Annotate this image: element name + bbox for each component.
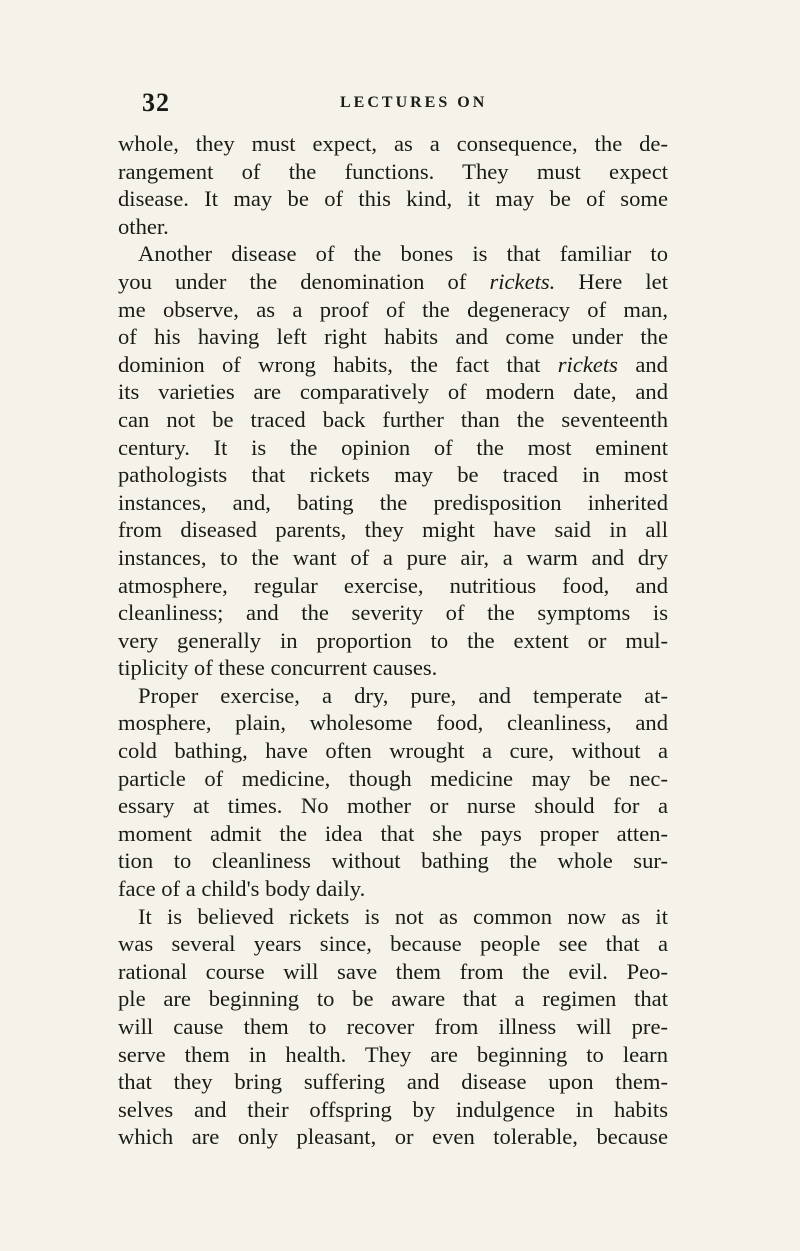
page-number: 32 (142, 88, 170, 117)
text-line: whole, they must expect, as a consequence, the de- (118, 131, 668, 156)
text-line: other. (118, 213, 169, 239)
text-line: selves and their offspring by indulgence in habits (118, 1096, 668, 1122)
text-line: mosphere, plain, wholesome food, cleanliness, and (118, 710, 668, 736)
text-line (118, 268, 668, 296)
running-title: LECTURES ON (340, 94, 488, 111)
text-run: Here let (555, 268, 668, 294)
text-run: dominion of wrong habits, the fact that (118, 351, 558, 377)
text-line: was several years since, because people see that a (118, 931, 668, 957)
text-line: tiplicity of these concurrent causes. (118, 655, 438, 681)
text-line: Proper exercise, a dry, pure, and temperate at- (138, 682, 668, 708)
text-line: which are only pleasant, or even tolerable, because (118, 1124, 668, 1150)
text-line: century. It is the opinion of the most eminent (118, 434, 668, 460)
text-line: disease. It may be of this kind, it may be of some (118, 186, 668, 212)
text-line: atmosphere, regular exercise, nutritious food, and (118, 572, 668, 598)
text-line: moment admit the idea that she pays proper atten- (118, 820, 668, 846)
text-run: and (617, 351, 668, 377)
text-line: face of a child's body daily. (118, 876, 366, 902)
text-line: serve them in health. They are beginning to learn (118, 1041, 668, 1067)
text-line: cleanliness; and the severity of the symptoms is (118, 600, 668, 626)
text-line: of his having left right habits and come under the (118, 324, 668, 350)
text-line: essary at times. No mother or nurse should for a (118, 793, 668, 819)
text-run: you under the denomination of (118, 268, 490, 294)
text-line: It is believed rickets is not as common now as it (138, 903, 668, 929)
text-line: instances, to the want of a pure air, a warm and dry (118, 544, 668, 570)
italic-term: rickets (557, 351, 618, 377)
text-line: its varieties are comparatively of modern date, and (118, 379, 668, 405)
text-line: from diseased parents, they might have said in all (118, 517, 668, 543)
text-line: will cause them to recover from illness will pre- (118, 1014, 668, 1039)
text-line: can not be traced back further than the seventeenth (118, 406, 668, 432)
text-line: Another disease of the bones is that familiar to (138, 241, 668, 267)
text-line (118, 351, 668, 379)
italic-term: rickets. (489, 268, 556, 294)
text-line: me observe, as a proof of the degeneracy of man, (118, 296, 668, 322)
text-line: cold bathing, have often wrought a cure, without a (118, 738, 668, 764)
running-head (142, 88, 682, 118)
text-line: rational course will save them from the evil. Peo- (118, 958, 668, 984)
text-line: particle of medicine, though medicine may be nec- (118, 765, 668, 791)
text-line: pathologists that rickets may be traced in most (118, 462, 668, 488)
text-line: ple are beginning to be aware that a regimen that (118, 986, 668, 1012)
body-text (118, 130, 668, 1151)
text-line: tion to cleanliness without bathing the whole sur- (118, 848, 668, 874)
text-line: very generally in proportion to the extent or mul- (118, 627, 668, 653)
text-line: rangement of the functions. They must expect (118, 158, 668, 184)
text-line: instances, and, bating the predisposition inherited (118, 489, 668, 515)
text-line: that they bring suffering and disease upon them- (118, 1069, 668, 1095)
